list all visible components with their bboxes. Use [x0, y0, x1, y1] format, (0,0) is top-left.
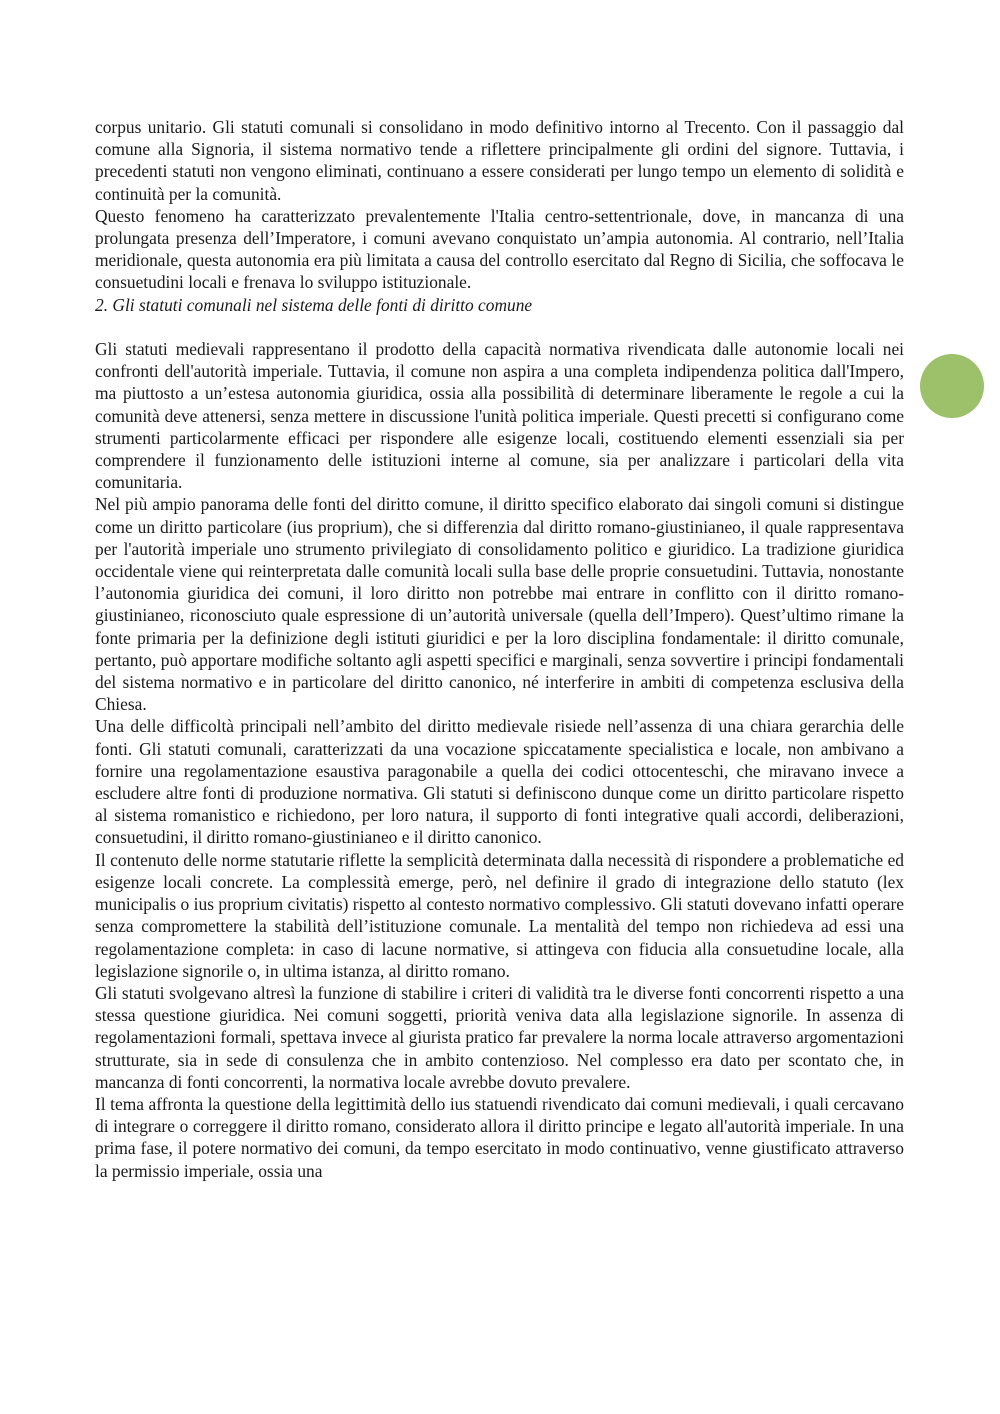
decorative-green-circle — [920, 354, 984, 418]
paragraph-1: corpus unitario. Gli statuti comunali si consolidano in modo definitivo intorno al Trecento. Con il passaggio dal comune alla Signoria, il sistema normativo tende a riflettere principalmente gli ordini del signore. Tuttavia, i precedenti statuti non vengono eliminati, continuano a essere considerati per lungo tempo un elemento di solidità e continuità per la comunità. — [95, 117, 904, 204]
paragraph-3: Gli statuti medievali rappresentano il prodotto della capacità normativa rivendicata dalle autonomie locali nei confronti dell'autorità imperiale. Tuttavia, il comune non aspira a una completa indipendenza politica dall'Impero, ma piuttosto a un’estesa autonomia giuridica, ossia alla possibilità di determinare liberamente le regole a cui la comunità deve attenersi, senza mettere in discussione l'unità politica imperiale. Questi precetti si configurano come strumenti particolarmente efficaci per rispondere alle esigenze locali, costituendo elementi essenziali sia per comprendere il funzionamento delle istituzioni interne al comune, sia per analizzare i particolari della vita comunitaria. — [95, 339, 904, 493]
section-spacer — [95, 316, 904, 338]
paragraph-8: Il tema affronta la questione della legittimità dello ius statuendi rivendicato dai comuni medievali, i quali cercavano di integrare o correggere il diritto romano, considerato allora il diritto principe e legato all'autorità imperiale. In una prima fase, il potere normativo dei comuni, da tempo esercitato in modo continuativo, venne giustificato attraverso la permissio imperiale, ossia una — [95, 1093, 904, 1181]
document-body — [95, 116, 904, 1182]
paragraph-6: Il contenuto delle norme statutarie riflette la semplicità determinata dalla necessità di rispondere a problematiche ed esigenze locali concrete. La complessità emerge, però, nel definire il grado di integrazione dello statuto (lex municipalis o ius proprium civitatis) rispetto al contesto normativo complessivo. Gli statuti dovevano infatti operare senza compromettere la stabilità dell’istituzione comunale. La mentalità del tempo non richiedeva ad essi una regolamentazione completa: in caso di lacune normative, si attingeva con fiducia alla consuetudine locale, alla legislazione signorile o, in ultima istanza, al diritto romano. — [95, 849, 904, 981]
paragraph-2: Questo fenomeno ha caratterizzato prevalentemente l'Italia centro-settentrionale, dove, in mancanza di una prolungata presenza dell’Imperatore, i comuni avevano conquistato un’ampia autonomia. Al contrario, nell’Italia meridionale, questa autonomia era più limitata a causa del controllo esercitato dal Regno di Sicilia, che soffocava le consuetudini locali e frenava lo sviluppo istituzionale. — [95, 205, 904, 293]
paragraph-5: Una delle difficoltà principali nell’ambito del diritto medievale risiede nell’assenza di una chiara gerarchia delle fonti. Gli statuti comunali, caratterizzati da una vocazione spiccatamente specialistica e locale, non ambivano a fornire una regolamentazione esaustiva paragonabile a quella dei codici ottocenteschi, che miravano invece a escludere altre fonti di produzione normativa. Gli statuti si definiscono dunque come un diritto particolare rispetto al sistema romanistico e richiedono, per loro natura, il supporto di fonti integrative quali accordi, deliberazioni, consuetudini, il diritto romano-giustinianeo e il diritto canonico. — [95, 716, 904, 848]
paragraph-4: Nel più ampio panorama delle fonti del diritto comune, il diritto specifico elaborato dai singoli comuni si distingue come un diritto particolare (ius proprium), che si differenzia dal diritto romano-giustinianeo, il quale rappresentava per l'autorità imperiale uno strumento privilegiato di consolidamento politico e giuridico. La tradizione giuridica occidentale viene qui reinterpretata dalle comunità locali sulla base delle proprie consuetudini. Tuttavia, nonostante l’autonomia giuridica dei comuni, il loro diritto non potrebbe mai entrare in conflitto con il diritto romano-giustinianeo, riconosciuto quale espressione di un’autorità universale (quella dell’Impero). Quest’ultimo rimane la fonte primaria per la definizione degli istituti giuridici e per la loro disciplina fondamentale: il diritto comunale, pertanto, può apportare modifiche soltanto agli aspetti specifici e marginali, senza sovvertire i principi fondamentali del sistema normativo e in particolare del diritto canonico, né interferire in ambiti di competenza esclusiva della Chiesa. — [95, 494, 904, 715]
paragraph-7: Gli statuti svolgevano altresì la funzione di stabilire i criteri di validità tra le diverse fonti concorrenti rispetto a una stessa questione giuridica. Nei comuni soggetti, priorità veniva data alla legislazione signorile. In assenza di regolamentazioni formali, spettava invece al giurista pratico far prevalere la norma locale attraverso argomentazioni strutturate, sia in sede di consulenza che in ambito contenzioso. Nel complesso era dato per scontato che, in mancanza di fonti concorrenti, la normativa locale avrebbe dovuto prevalere. — [95, 982, 904, 1092]
section-heading: 2. Gli statuti comunali nel sistema delle fonti di diritto comune — [95, 294, 533, 315]
